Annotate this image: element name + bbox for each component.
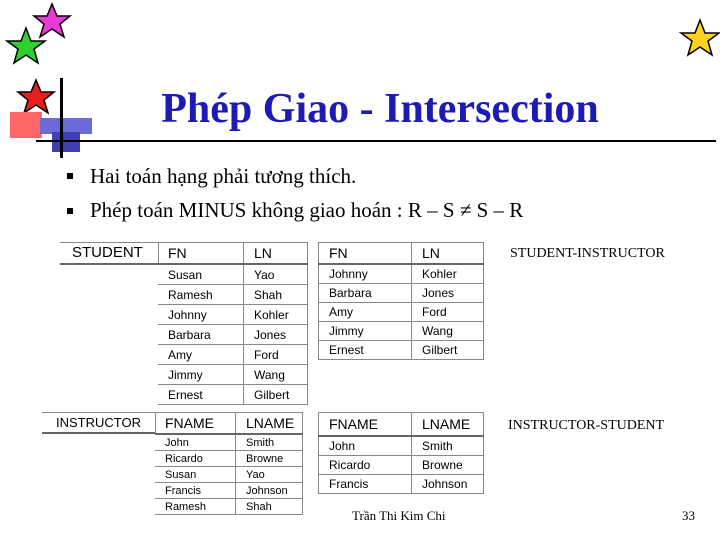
table-row: [155, 451, 303, 467]
table-row: [319, 341, 484, 360]
table-cell: Jones: [244, 325, 308, 345]
column-header: LN: [412, 243, 484, 265]
table-cell: Kohler: [244, 305, 308, 325]
table-row: [319, 322, 484, 341]
student-minus-instructor-table: [318, 242, 484, 360]
table-row: [158, 365, 308, 385]
student-minus-instructor-caption: STUDENT-INSTRUCTOR: [510, 246, 665, 261]
table-cell: Wang: [412, 322, 484, 341]
table-cell: Smith: [412, 436, 484, 456]
instructor-minus-student-caption: INSTRUCTOR-STUDENT: [508, 418, 665, 433]
table-cell: Shah: [236, 499, 303, 515]
column-header: FN: [158, 243, 244, 265]
bullet-1-text: Hai toán hạng phải tương thích.: [90, 164, 357, 188]
bullet-2-text: Phép toán MINUS không giao hoán : R – S ≠ S – R: [90, 198, 524, 222]
table-row: [158, 305, 308, 325]
table-cell: Johnny: [319, 264, 412, 284]
table-row: [158, 385, 308, 405]
table-cell: Susan: [158, 264, 244, 285]
table-cell: Johnson: [412, 475, 484, 494]
column-header: FNAME: [319, 413, 412, 437]
table-row: [155, 467, 303, 483]
page-number: 33: [682, 508, 695, 523]
instructor-minus-student-table: [318, 412, 484, 494]
table-header-row: [155, 413, 303, 435]
column-header: FN: [319, 243, 412, 265]
table-cell: Jimmy: [319, 322, 412, 341]
table-row: [319, 436, 484, 456]
table-row: [158, 345, 308, 365]
title-underline: [36, 140, 716, 142]
table-row: [155, 499, 303, 515]
footer-author: Trần Thi Kim Chi: [352, 508, 446, 523]
table-cell: Francis: [155, 483, 236, 499]
table-cell: Francis: [319, 475, 412, 494]
student-table: [158, 242, 308, 405]
table-cell: Jones: [412, 284, 484, 303]
red-star-icon: [18, 80, 54, 113]
instructor-table-name: INSTRUCTOR: [42, 412, 156, 434]
table-row: [319, 303, 484, 322]
table-row: [319, 456, 484, 475]
table-cell: Johnson: [236, 483, 303, 499]
table-cell: Ricardo: [319, 456, 412, 475]
table-cell: John: [155, 434, 236, 451]
column-header: LNAME: [236, 413, 303, 435]
column-header: FNAME: [155, 413, 236, 435]
table-cell: Jimmy: [158, 365, 244, 385]
table-row: [158, 325, 308, 345]
table-header-row: [158, 243, 308, 265]
table-cell: Yao: [236, 467, 303, 483]
decor-bar-blue-dark: [52, 132, 80, 152]
decor-bar-red: [10, 112, 42, 138]
bullet-1-icon: [67, 173, 73, 179]
table-cell: Browne: [236, 451, 303, 467]
magenta-star-icon: [34, 4, 70, 37]
table-cell: Johnny: [158, 305, 244, 325]
green-star-icon: [7, 28, 45, 63]
table-cell: Ernest: [158, 385, 244, 405]
table-cell: Smith: [236, 434, 303, 451]
table-row: [158, 285, 308, 305]
yellow-star-icon: [681, 20, 719, 55]
table-cell: Wang: [244, 365, 308, 385]
table-cell: Amy: [158, 345, 244, 365]
table-cell: Amy: [319, 303, 412, 322]
table-row: [319, 264, 484, 284]
instructor-table: [155, 412, 303, 515]
table-row: [319, 284, 484, 303]
table-cell: Gilbert: [412, 341, 484, 360]
table-row: [158, 264, 308, 285]
table-cell: Yao: [244, 264, 308, 285]
slide-title: Phép Giao - Intersection: [161, 86, 599, 132]
table-cell: Kohler: [412, 264, 484, 284]
table-cell: Susan: [155, 467, 236, 483]
table-cell: Shah: [244, 285, 308, 305]
table-row: [319, 475, 484, 494]
table-row: [155, 434, 303, 451]
table-cell: Gilbert: [244, 385, 308, 405]
student-table-name: STUDENT: [60, 242, 159, 265]
table-cell: Barbara: [319, 284, 412, 303]
table-header-row: [319, 243, 484, 265]
column-header: LNAME: [412, 413, 484, 437]
table-cell: John: [319, 436, 412, 456]
column-header: LN: [244, 243, 308, 265]
table-row: [155, 483, 303, 499]
table-cell: Ernest: [319, 341, 412, 360]
table-header-row: [319, 413, 484, 437]
table-cell: Ramesh: [155, 499, 236, 515]
bullet-2-icon: [67, 208, 73, 214]
table-cell: Barbara: [158, 325, 244, 345]
table-cell: Ford: [412, 303, 484, 322]
table-cell: Browne: [412, 456, 484, 475]
table-cell: Ricardo: [155, 451, 236, 467]
table-cell: Ford: [244, 345, 308, 365]
table-cell: Ramesh: [158, 285, 244, 305]
